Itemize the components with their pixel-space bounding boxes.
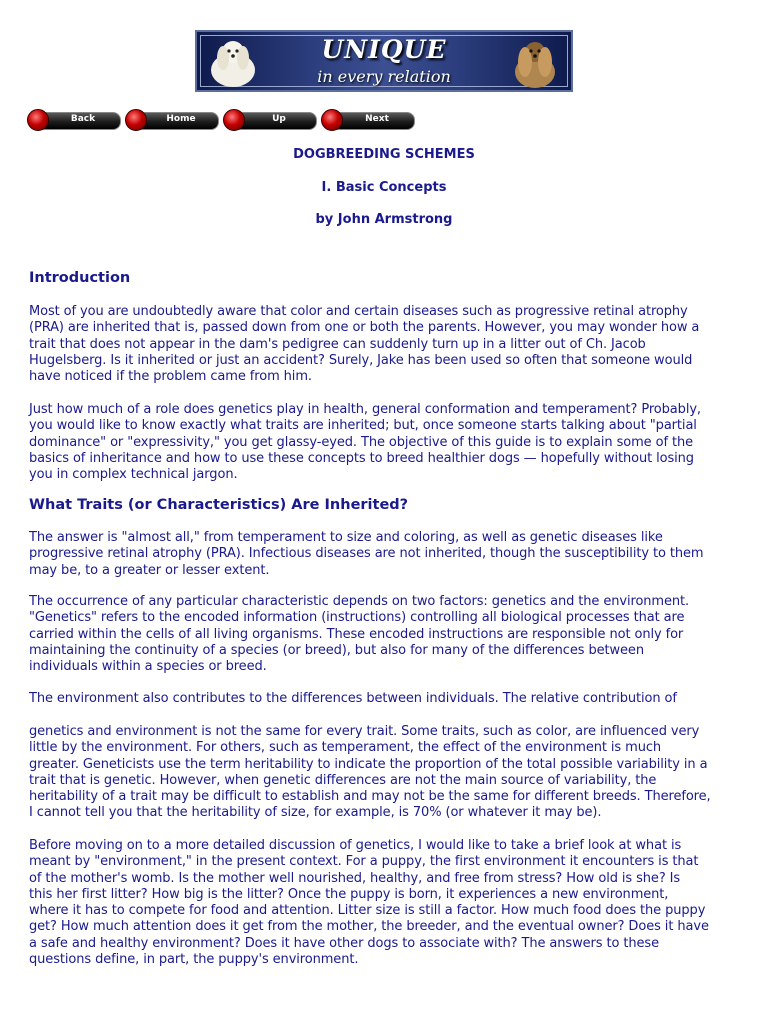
home-button[interactable] [125, 109, 219, 131]
traits-paragraph-5: Before moving on to a more detailed discussion of genetics, I would like to take a brief look at what is meant by "environment," in the present context. For a puppy, the first environment it encounters is that of the mother's womb. Is the mother well nourished, healthy, and free from stress? How old is she? Is this her first litter? How big is the litter? Once the puppy is born, it experiences a new environment, where it has to compete for food and attention. Litter size is still a factor. How much food does the puppy get? How much attention does it get from the mother, the breeder, and the eventual owner? Does it have a safe and healthy environment? Does it have other dogs to associate with? The answers to these questions define, in part, the puppy's environment. [29, 838, 709, 968]
banner-subtitle: in every relation [317, 67, 451, 86]
site-banner [195, 30, 573, 92]
home-label: Home [166, 114, 196, 124]
dog-right-icon [505, 36, 565, 88]
up-label: Up [272, 114, 286, 124]
red-orb-icon [125, 109, 147, 131]
next-label: Next [365, 114, 389, 124]
author-line: by John Armstrong [315, 212, 453, 227]
back-button[interactable] [27, 109, 121, 131]
traits-paragraph-4: genetics and environment is not the same for every trait. Some traits, such as color, are influenced very little by the environment. For others, such as temperament, the effect of the environment is much greater. Geneticists use the term heritability to indicate the proportion of the total possible variability in a trait that is genetic. However, when genetic differences are not the main source of variability, the heritability of a trait may be difficult to establish and may not be the same for different breeds. Therefore, I cannot tell you that the heritability of size, for example, is 70% (or whatever it may be). [29, 724, 711, 821]
red-orb-icon [223, 109, 245, 131]
red-orb-icon [27, 109, 49, 131]
red-orb-icon [321, 109, 343, 131]
page-title: DOGBREEDING SCHEMES [293, 147, 475, 162]
back-label: Back [70, 114, 96, 124]
traits-paragraph-1: The answer is "almost all," from temperament to size and coloring, as well as genetic diseases like progressive retinal atrophy (PRA). Infectious diseases are not inherited, though the susceptibility to them may be, to a greater or lesser extent. [29, 530, 704, 578]
intro-paragraph-2: Just how much of a role does genetics play in health, general conformation and temperament? Probably, you would like to know exactly what traits are inherited; but, once someone starts talking about "partial dominance" or "expressivity," you get glassy-eyed. The objective of this guide is to explain some of the basics of inheritance and how to use these concepts to breed healthier dogs — hopefully without losing you in complex technical jargon. [29, 402, 701, 483]
traits-heading: What Traits (or Characteristics) Are Inherited? [29, 497, 409, 513]
banner-title: UNIQUE [321, 35, 447, 64]
up-button[interactable] [223, 109, 317, 131]
traits-paragraph-3: The environment also contributes to the differences between individuals. The relative contribution of [29, 691, 677, 706]
page-subtitle: I. Basic Concepts [321, 180, 447, 195]
next-button[interactable] [321, 109, 415, 131]
intro-heading: Introduction [29, 270, 131, 286]
traits-paragraph-2: The occurrence of any particular characteristic depends on two factors: genetics and the environment. "Genetics" refers to the encoded information (instructions) controlling all biological processes that are carried within the cells of all living organisms. These encoded instructions are responsible not only for maintaining the continuity of a species (or breed), but also for many of the differences between individuals within a species or breed. [29, 594, 690, 675]
intro-paragraph-1: Most of you are undoubtedly aware that color and certain diseases such as progressive retinal atrophy (PRA) are inherited that is, passed down from one or both the parents. However, you may wonder how a trait that does not appear in the dam's pedigree can suddenly turn up in a litter out of Ch. Jacob Hugelsberg. Is it inherited or just an accident? Surely, Jake has been used so often that someone would have noticed if the problem came from him. [29, 304, 700, 385]
